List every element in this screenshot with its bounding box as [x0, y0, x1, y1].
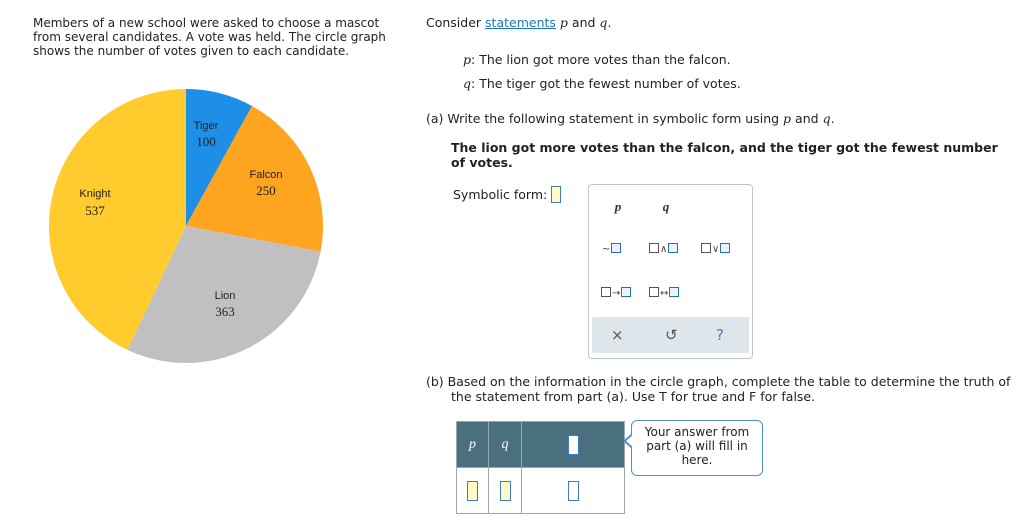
answer-hint-tooltip: Your answer from part (a) will fill in here.: [631, 420, 763, 476]
q-value-input[interactable]: [500, 481, 511, 501]
part-a-prompt: (a) Write the following statement in symbolic form using p and q.: [426, 111, 835, 126]
intro-line-2: from several candidates. A vote was held. The circle graph: [33, 30, 386, 44]
slice-label-lion: Lion: [214, 290, 236, 302]
truth-table: [456, 421, 625, 514]
header-q: q: [489, 422, 522, 468]
compound-statement: The lion got more votes than the falcon, and the tiger got the fewest number of votes.: [451, 140, 998, 170]
insert-p-button[interactable]: p: [614, 199, 622, 214]
palette-footer: [592, 317, 749, 353]
insert-q-button[interactable]: q: [662, 199, 670, 214]
truth-table-row: [457, 468, 625, 514]
and-button[interactable]: ∧: [649, 242, 678, 255]
intro-line-1: Members of a new school were asked to choose a mascot: [33, 16, 380, 30]
symbolic-form-row: [453, 186, 561, 203]
slice-label-knight: Knight: [79, 188, 111, 200]
p-value-input[interactable]: [467, 481, 478, 501]
statement-value-input[interactable]: [568, 481, 579, 501]
biconditional-button[interactable]: ↔: [649, 286, 679, 299]
cell-statement: [522, 468, 625, 514]
help-button[interactable]: ?: [716, 326, 724, 344]
slice-label-tiger: Tiger: [193, 120, 219, 132]
part-b-line-1: (b) Based on the information in the circle graph, complete the table to determine the truth of: [426, 374, 1011, 389]
statements-link[interactable]: statements: [485, 15, 556, 30]
slice-value-knight: 537: [85, 203, 105, 218]
slice-label-falcon: Falcon: [249, 169, 283, 181]
or-button[interactable]: ∨: [701, 242, 730, 255]
not-button[interactable]: ~: [601, 242, 621, 255]
clear-button[interactable]: ×: [611, 326, 624, 344]
slice-value-tiger: 100: [196, 134, 216, 149]
statement-q: q: The tiger got the fewest number of votes.: [463, 76, 741, 91]
header-p: p: [457, 422, 489, 468]
statement-p: p: The lion got more votes than the falcon.: [463, 52, 731, 67]
part-b-line-2: the statement from part (a). Use T for true and F for false.: [451, 389, 816, 404]
header-statement-input[interactable]: [568, 435, 579, 455]
slice-value-falcon: 250: [256, 183, 276, 198]
header-statement-cell: [522, 422, 625, 468]
consider-line: Consider statements p and q.: [426, 15, 612, 30]
truth-table-header: [457, 422, 625, 468]
symbolic-form-input[interactable]: [551, 186, 561, 203]
problem-intro: [33, 16, 403, 58]
symbol-palette: [588, 184, 753, 359]
symbolic-form-label: Symbolic form:: [453, 187, 548, 202]
undo-button[interactable]: ↺: [665, 326, 678, 344]
cell-p: [457, 468, 489, 514]
cell-q: [489, 468, 522, 514]
slice-value-lion: 363: [215, 304, 235, 319]
intro-line-3: shows the number of votes given to each candidate.: [33, 44, 350, 58]
pie-chart: [40, 80, 340, 380]
part-b-prompt: [426, 374, 1016, 404]
conditional-button[interactable]: →: [601, 286, 631, 299]
